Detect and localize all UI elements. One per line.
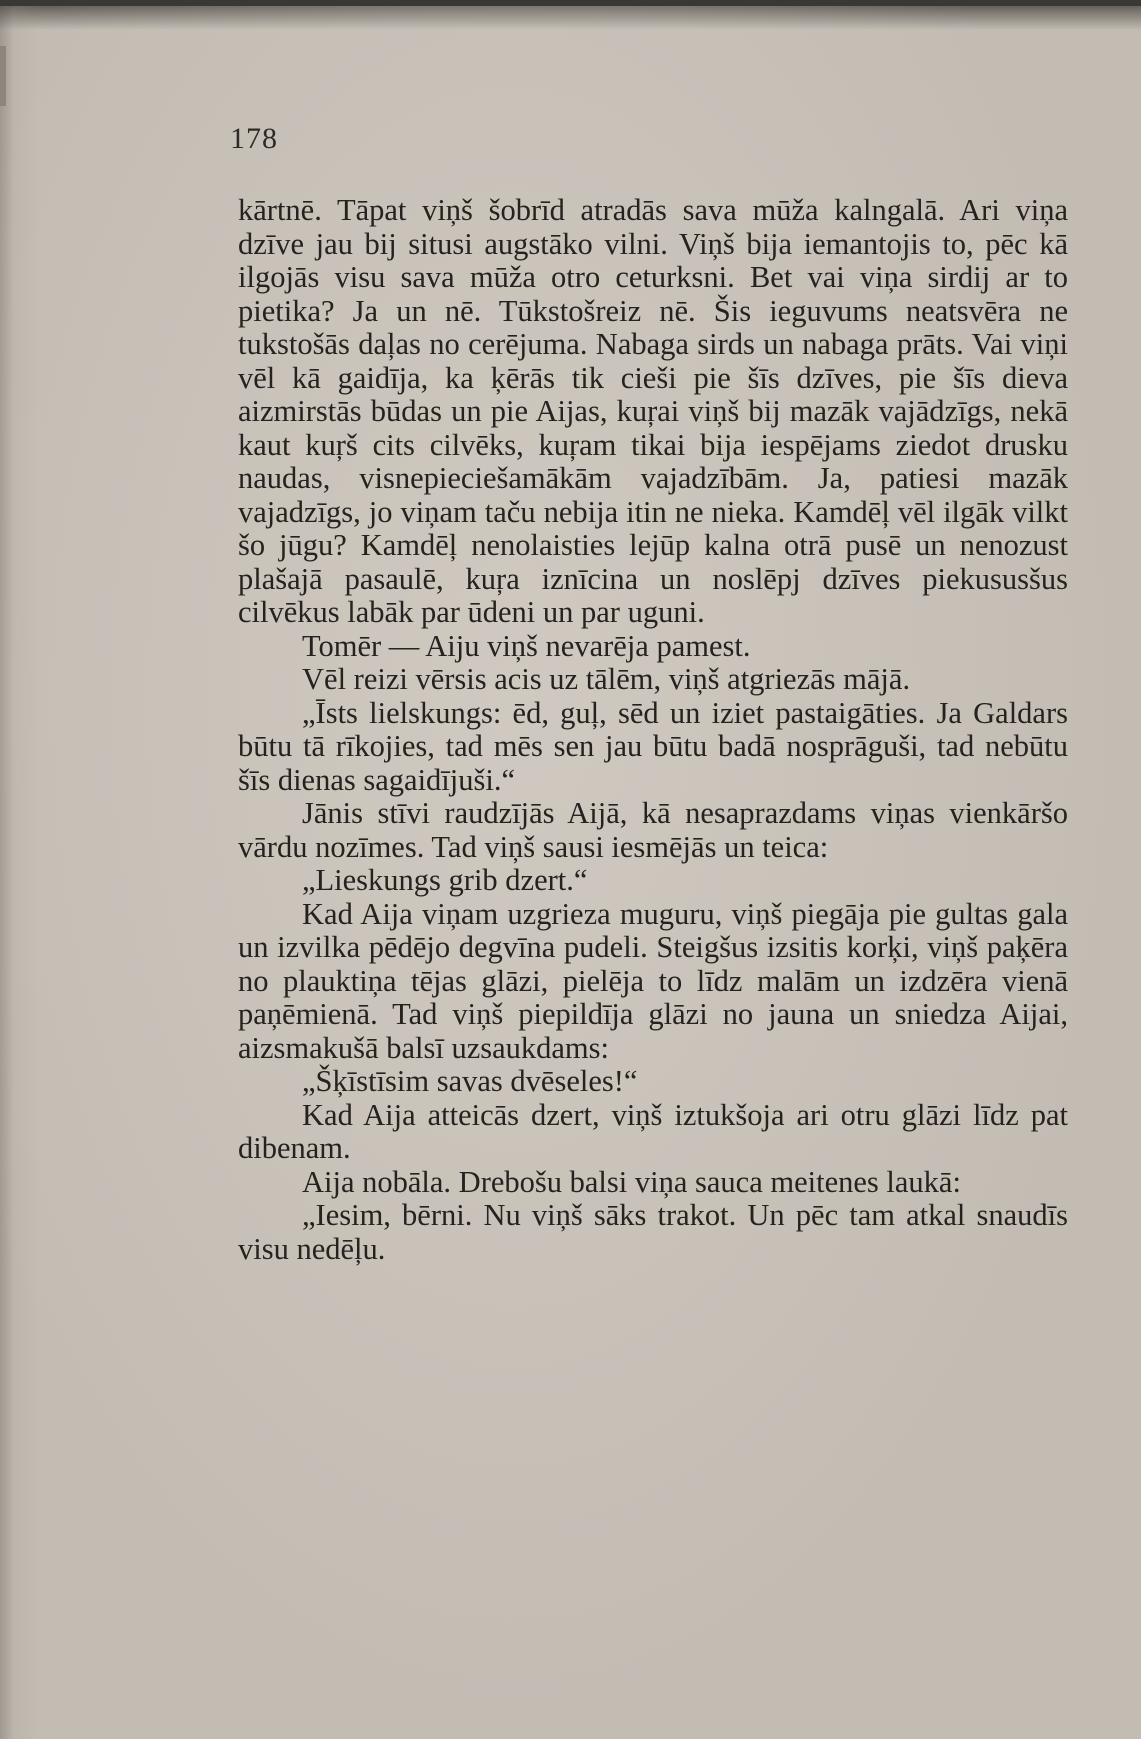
paragraph: kārtnē. Tāpat viņš šobrīd atradās sava mūža kalngalā. Ari viņa dzīve jau bij situsi augstāko vilni. Viņš bija iemantojis to, pēc kā ilgojās visu sava mūža otro ceturksni. Bet vai viņa sirdij ar to pietika? Ja un nē. Tūkstošreiz nē. Šis ieguvums neatsvēra ne tukstošās daļas no cerējuma. Nabaga sirds un nabaga prāts. Vai viņi vēl kā gaidīja, ka ķērās tik cieši pie šīs dzīves, pie šīs dieva aizmirstās būdas un pie Aijas, kuŗai viņš bij mazāk vajādzīgs, nekā kaut kuŗš cits cilvēks, kuŗam tikai bija iespējams ziedot drusku naudas, visnepieciešamākām vajadzībām. Ja, patiesi mazāk vajadzīgs, jo viņam taču nebija itin ne nieka. Kamdēļ vēl ilgāk vilkt šo jūgu? Kamdēļ nenolaisties lejūp kalna otrā pusē un nenozust plašajā pasaulē, kuŗa iznīcina un noslēpj dzīves piekususšus cilvēkus labāk par ūdeni un par uguni.	[238, 193, 1068, 629]
book-page	[0, 6, 1141, 1739]
paragraph: Tomēr — Aiju viņš nevarēja pamest.	[302, 628, 751, 663]
paragraph: „Iesim, bērni. Nu viņš sāks trakot. Un pēc tam atkal snaudīs visu nedēļu.	[238, 1198, 1068, 1266]
paragraph: Kad Aija atteicās dzert, viņš iztukšoja ari otru glāzi līdz pat dibenam.	[238, 1097, 1068, 1165]
paragraph: Aija nobāla. Drebošu balsi viņa sauca meitenes laukā:	[302, 1164, 961, 1199]
page-edge-shadow	[0, 46, 6, 106]
paragraph: Kad Aija viņam uzgrieza muguru, viņš piegāja pie gultas gala un izvilka pēdējo degvīna pudeli. Steigšus izsitis korķi, viņš paķēra no plauktiņa tējas glāzi, pielēja to līdz malām un izdzēra vienā paņēmienā. Tad viņš piepildīja glāzi no jauna un sniedza Aijai, aizsmakušā balsī uzsaukdams:	[238, 896, 1068, 1065]
paragraph: „Īsts lielskungs: ēd, guļ, sēd un iziet pastaigāties. Ja Galdars būtu tā rīkojies, tad mēs sen jau būtu badā nosprāguši, tad nebūtu šīs dienas sagaidījuši.“	[238, 695, 1068, 797]
paragraph: Vēl reizi vērsis acis uz tālēm, viņš atgriezās mājā.	[302, 662, 911, 696]
body-text	[238, 194, 1068, 1266]
page-number: 178	[230, 122, 278, 155]
paragraph: „Lieskungs grib dzert.“	[302, 863, 588, 897]
paragraph: Jānis stīvi raudzījās Aijā, kā nesaprazdams viņas vienkāršo vārdu nozīmes. Tad viņš sausi iesmējās un teica:	[238, 796, 1068, 864]
paragraph: „Šķīstīsim savas dvēseles!“	[302, 1064, 638, 1098]
